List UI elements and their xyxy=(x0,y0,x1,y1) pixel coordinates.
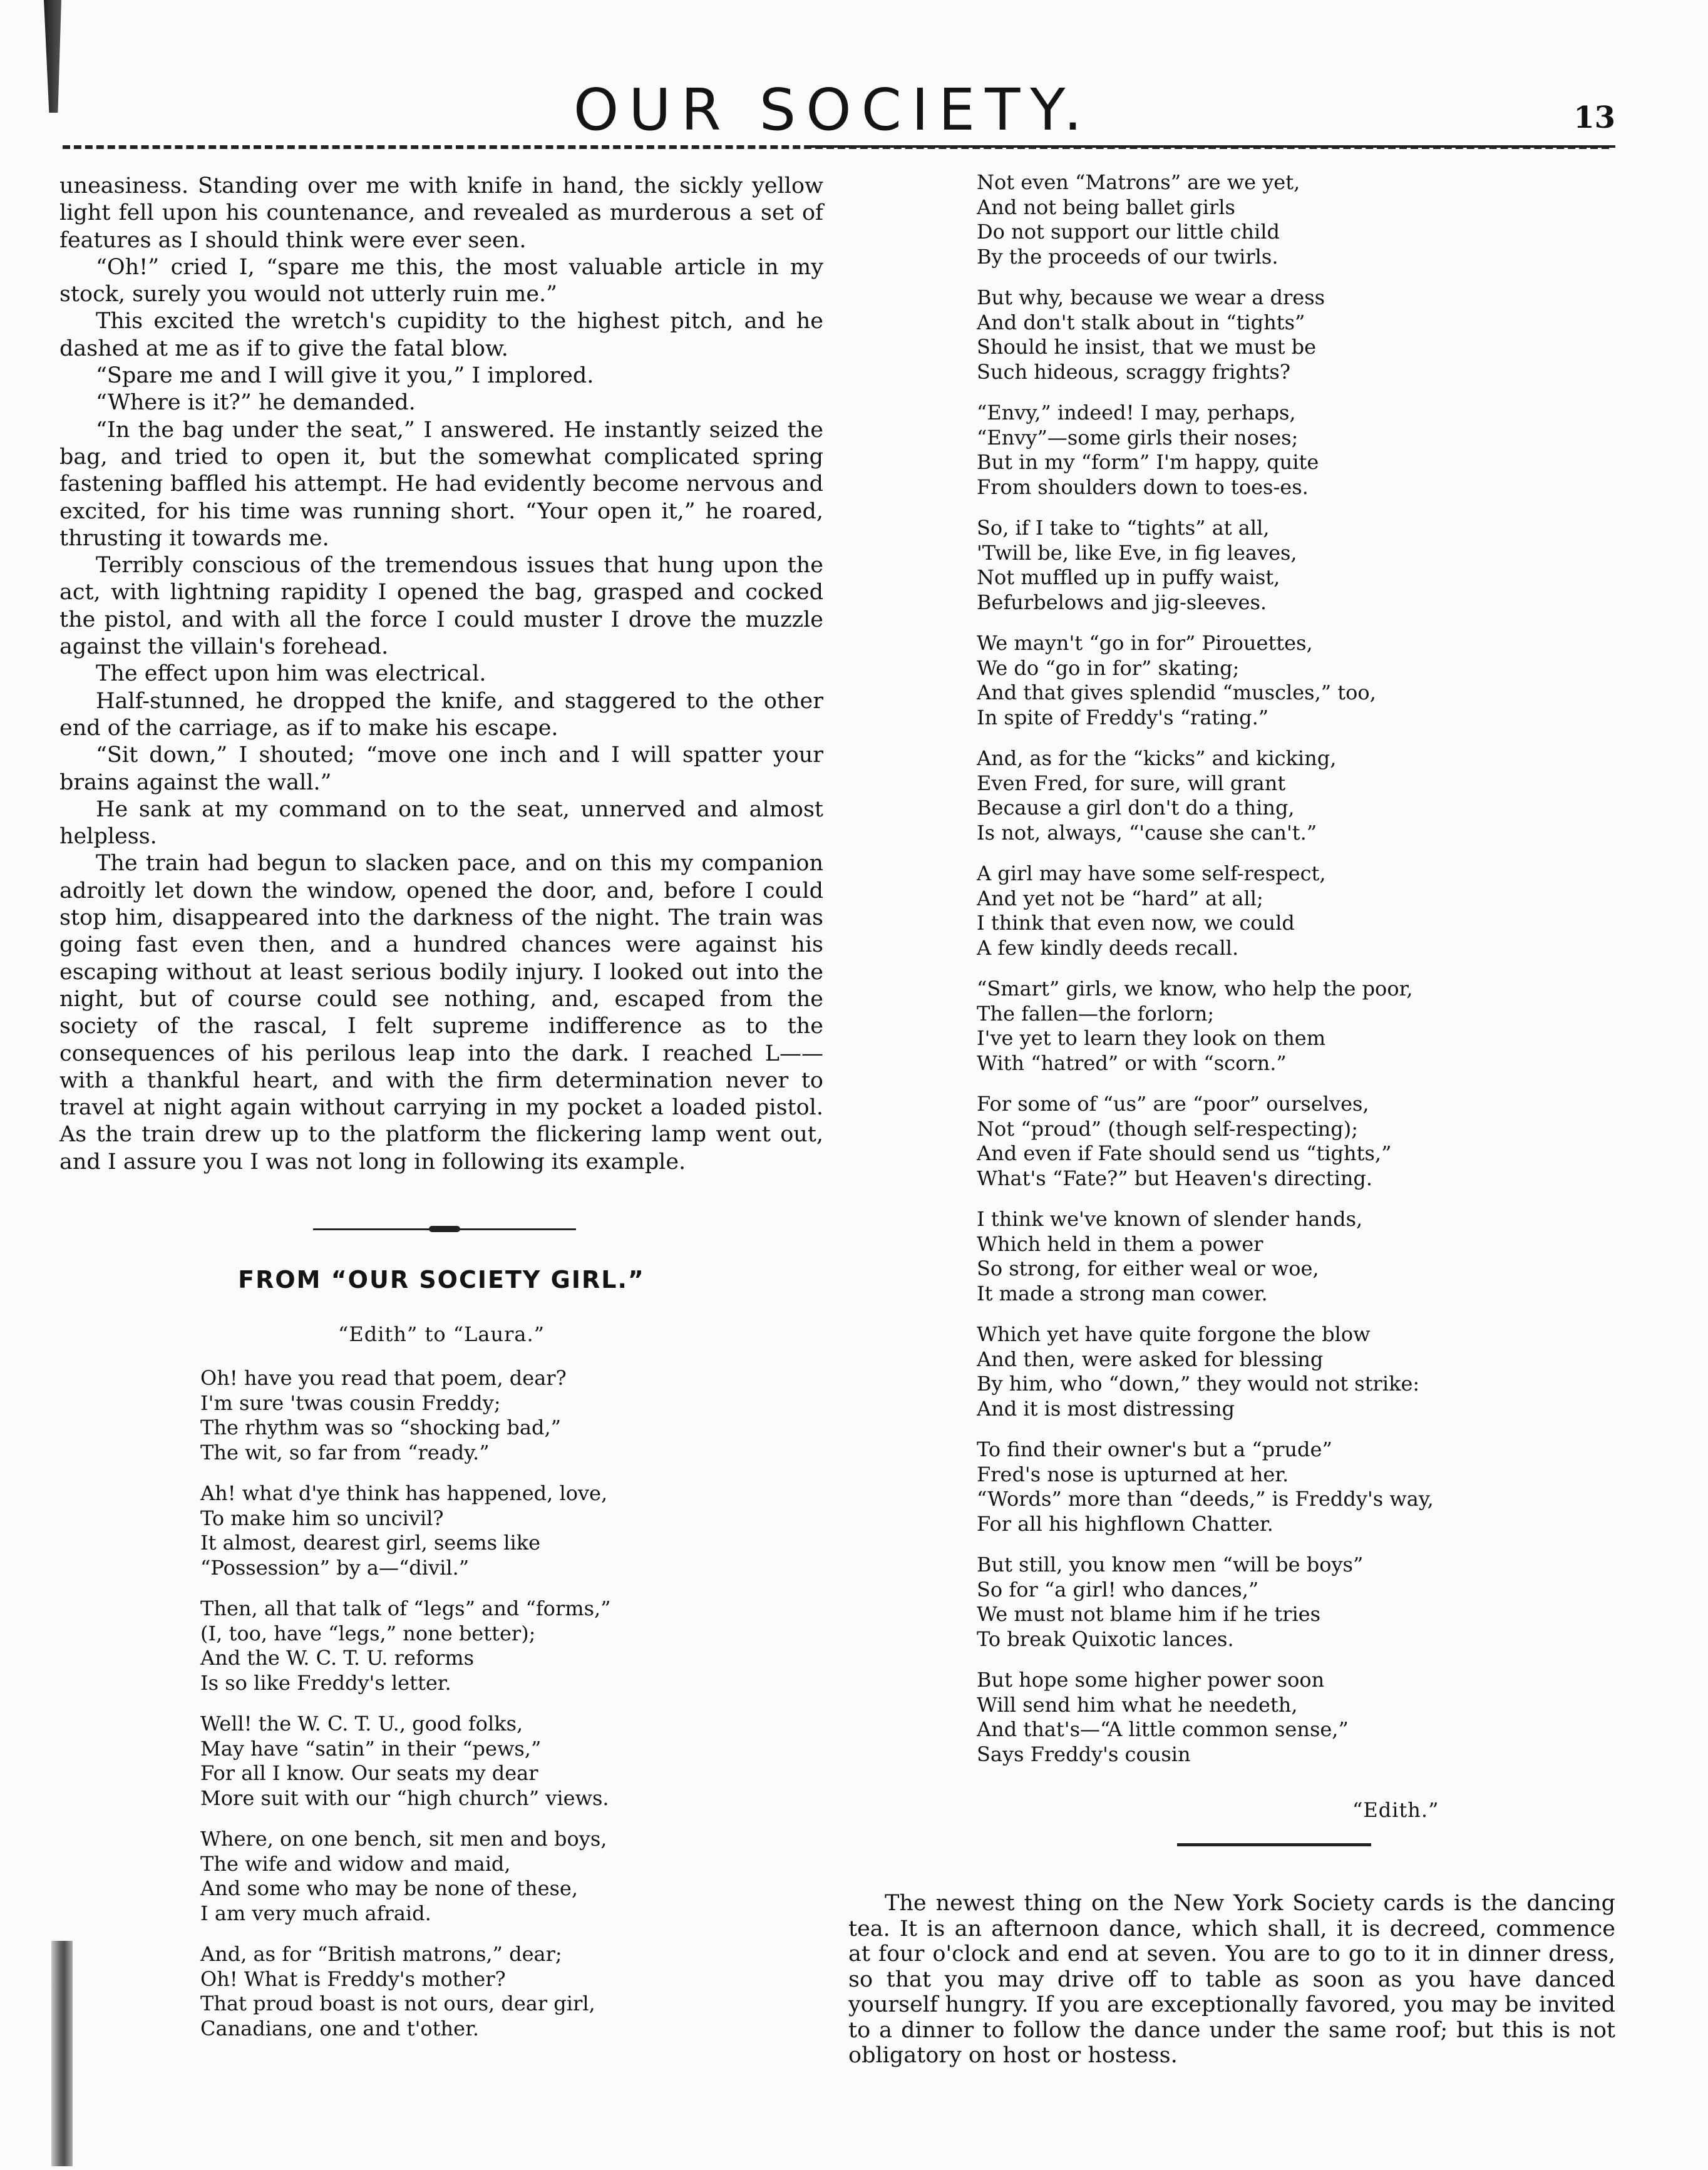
story-paragraph: “Spare me and I will give it you,” I implored. xyxy=(96,363,594,389)
poem-line: Fred's nose is upturned at her. xyxy=(977,1462,1289,1486)
poem-stanza xyxy=(200,1827,676,1926)
poem-stanza xyxy=(977,746,1478,845)
poem-stanza xyxy=(977,977,1478,1076)
poem-line: Then, all that talk of “legs” and “forms,” xyxy=(200,1597,611,1620)
poem-stanza xyxy=(200,1597,676,1695)
poem-line: The wit, so far from “ready.” xyxy=(200,1440,490,1464)
poem-line: In spite of Freddy's “rating.” xyxy=(977,705,1269,729)
poem-line: “Envy”—some girls their noses; xyxy=(977,425,1299,450)
poem-line: That proud boast is not ours, dear girl, xyxy=(200,1992,595,2015)
section-divider xyxy=(1177,1843,1371,1846)
poem-line: We do “go in for” skating; xyxy=(977,656,1240,680)
poem-line: And that's—“A little common sense,” xyxy=(977,1717,1349,1741)
poem-line: And don't stalk about in “tights” xyxy=(977,310,1305,334)
poem-stanza xyxy=(200,1481,676,1580)
story-paragraph: He sank at my command on to the seat, unnerved and almost helpless. xyxy=(59,796,823,850)
poem-line: And not being ballet girls xyxy=(977,195,1235,219)
poem-line: And yet not be “hard” at all; xyxy=(977,886,1263,910)
poem-stanza xyxy=(977,1668,1478,1767)
poem-line: What's “Fate?” but Heaven's directing. xyxy=(977,1166,1373,1190)
poem-stanza xyxy=(977,401,1478,500)
poem-line: And the W. C. T. U. reforms xyxy=(200,1646,475,1670)
poem-line: “Possession” by a—“divil.” xyxy=(200,1555,470,1580)
poem-line: Not “proud” (though self-respecting); xyxy=(977,1116,1358,1141)
poem-line: 'Twill be, like Eve, in fig leaves, xyxy=(977,540,1297,565)
poem-line: Not even “Matrons” are we yet, xyxy=(977,170,1300,194)
poem-line: But hope some higher power soon xyxy=(977,1668,1325,1692)
poem-right-column xyxy=(977,170,1478,1783)
poem-line: Such hideous, scraggy frights? xyxy=(977,359,1290,384)
poem-line: We mayn't “go in for” Pirouettes, xyxy=(977,631,1313,655)
news-paragraph: The newest thing on the New York Society cards is the dancing tea. It is an afternoon dance, which shall, it is decreed, commence at four o'clock and end at seven. You are to go to it in dinner dress, so that you may drive off to table as soon as you have danced yourself hungry. If you are exceptionally favored, you may be invited to a dinner to follow the dance under the same roof; but this is not obligatory on host or hostess. xyxy=(848,1891,1615,2068)
poem-line: Is so like Freddy's letter. xyxy=(200,1670,451,1695)
poem-line: But why, because we wear a dress xyxy=(977,285,1325,309)
poem-subtitle: “Edith” to “Laura.” xyxy=(338,1322,545,1346)
poem-stanza xyxy=(977,1092,1478,1191)
poem-line: Do not support our little child xyxy=(977,220,1280,244)
poem-heading: FROM “OUR SOCIETY GIRL.” xyxy=(238,1266,645,1293)
poem-line: Is not, always, “'cause she can't.” xyxy=(977,820,1317,845)
story-paragraph: “Where is it?” he demanded. xyxy=(96,390,416,416)
poem-line: Not muffled up in puffy waist, xyxy=(977,565,1280,589)
poem-line: Should he insist, that we must be xyxy=(977,335,1317,359)
poem-stanza xyxy=(977,1553,1478,1652)
story-paragraph: uneasiness. Standing over me with knife in hand, the sickly yellow light fell upon his countenance, and revealed as murderous a set of features as I should think were ever seen. xyxy=(59,173,823,253)
poem-line: Which held in them a power xyxy=(977,1232,1263,1256)
poem-line: By him, who “down,” they would not strike: xyxy=(977,1372,1420,1396)
poem-line: To find their owner's but a “prude” xyxy=(977,1437,1332,1461)
poem-line: Oh! have you read that poem, dear? xyxy=(200,1366,567,1390)
poem-line: So for “a girl! who dances,” xyxy=(977,1577,1259,1602)
poem-line: The rhythm was so “shocking bad,” xyxy=(200,1416,561,1439)
poem-line: To break Quixotic lances. xyxy=(977,1627,1234,1651)
poem-stanza xyxy=(977,285,1478,384)
poem-stanza xyxy=(977,631,1478,730)
story-paragraph: “Sit down,” I shouted; “move one inch and I will spatter your brains against the wall.” xyxy=(59,743,823,795)
poem-line: The wife and widow and maid, xyxy=(200,1851,511,1876)
poem-line: Befurbelows and jig-sleeves. xyxy=(977,590,1267,614)
news-item xyxy=(848,1891,1615,2069)
poem-stanza xyxy=(200,1942,676,2041)
poem-stanza xyxy=(977,516,1478,615)
poem-line: And that gives splendid “muscles,” too, xyxy=(977,681,1376,704)
poem-stanza xyxy=(977,1207,1478,1306)
poem-line: (I, too, have “legs,” none better); xyxy=(200,1621,536,1645)
poem-line: Oh! What is Freddy's mother? xyxy=(200,1967,506,1991)
poem-line: Where, on one bench, sit men and boys, xyxy=(200,1827,607,1851)
poem-line: I am very much afraid. xyxy=(200,1901,431,1925)
poem-stanza xyxy=(200,1712,676,1811)
poem-line: We must not blame him if he tries xyxy=(977,1602,1321,1626)
poem-line: Will send him what he needeth, xyxy=(977,1692,1298,1717)
poem-line: “Envy,” indeed! I may, perhaps, xyxy=(977,401,1296,424)
poem-line: I'm sure 'twas cousin Freddy; xyxy=(200,1391,501,1415)
poem-signature: “Edith.” xyxy=(1352,1798,1439,1822)
poem-line: A few kindly deeds recall. xyxy=(977,935,1239,960)
poem-line: “Smart” girls, we know, who help the poor, xyxy=(977,977,1413,1000)
story-paragraph: Half-stunned, he dropped the knife, and staggered to the other end of the carriage, as if to make his escape. xyxy=(59,688,823,741)
poem-stanza xyxy=(977,170,1478,269)
poem-line: I've yet to learn they look on them xyxy=(977,1026,1326,1050)
header-rule-solid xyxy=(808,145,1615,148)
poem-line: It made a strong man cower. xyxy=(977,1281,1268,1305)
story-paragraph: Terribly conscious of the tremendous issues that hung upon the act, with lightning rapidity I opened the bag, grasped and cocked the pistol, and with all the force I could muster I drove the muzzle against the villain's forehead. xyxy=(59,553,823,660)
story-paragraph: The effect upon him was electrical. xyxy=(96,661,486,687)
poem-line: And it is most distressing xyxy=(977,1396,1235,1421)
story-column xyxy=(59,173,823,1176)
binding-edge-shadow xyxy=(51,1941,73,2166)
poem-line: For all his highflown Chatter. xyxy=(977,1511,1273,1536)
poem-line: It almost, dearest girl, seems like xyxy=(200,1531,541,1555)
story-paragraph: This excited the wretch's cupidity to the highest pitch, and he dashed at me as if to give the fatal blow. xyxy=(59,309,823,361)
poem-line: More suit with our “high church” views. xyxy=(200,1786,609,1810)
poem-line: Says Freddy's cousin xyxy=(977,1742,1191,1766)
poem-line: From shoulders down to toes-es. xyxy=(977,475,1309,499)
poem-line: For all I know. Our seats my dear xyxy=(200,1761,538,1785)
poem-line: And even if Fate should send us “tights,” xyxy=(977,1141,1392,1165)
poem-line: And, as for “British matrons,” dear; xyxy=(200,1942,562,1966)
poem-line: With “hatred” or with “scorn.” xyxy=(977,1051,1287,1075)
page-title: OUR SOCIETY. xyxy=(573,76,1093,143)
poem-stanza xyxy=(977,861,1478,960)
poem-line: Which yet have quite forgone the blow xyxy=(977,1322,1371,1346)
poem-line: The fallen—the forlorn; xyxy=(977,1001,1215,1026)
story-paragraph: The train had begun to slacken pace, and on this my companion adroitly let down the window, opened the door, and, before I could stop him, disappeared into the darkness of the night. The train was going fast even then, and a hundred chances were against his escaping without at least serious bodily injury. I looked out into the night, but of course could see nothing, and, escaped from the society of the rascal, I felt supreme indifference as to the consequences of his perilous leap into the dark. I reached L—— with a thankful heart, and with the firm determination never to travel at night again without carrying in my pocket a loaded pistol. As the train drew up to the platform the flickering lamp went out, and I assure you I was not long in following its example. xyxy=(59,851,823,1175)
poem-stanza xyxy=(200,1366,676,1465)
poem-line: A girl may have some self-respect, xyxy=(977,861,1326,885)
page-edge-shadow xyxy=(44,0,61,113)
poem-line: I think we've known of slender hands, xyxy=(977,1207,1363,1231)
page-number: 13 xyxy=(1573,100,1615,135)
ornamental-divider xyxy=(313,1226,576,1232)
poem-line: I think that even now, we could xyxy=(977,911,1295,935)
poem-line: To make him so uncivil? xyxy=(200,1506,444,1530)
story-paragraph: “Oh!” cried I, “spare me this, the most valuable article in my stock, surely you would not utterly ruin me.” xyxy=(59,254,823,307)
poem-line: And then, were asked for blessing xyxy=(977,1347,1324,1371)
poem-line: May have “satin” in their “pews,” xyxy=(200,1736,542,1761)
poem-line: Ah! what d'ye think has happened, love, xyxy=(200,1481,608,1505)
poem-line: So, if I take to “tights” at all, xyxy=(977,516,1270,540)
poem-line: But still, you know men “will be boys” xyxy=(977,1553,1364,1576)
poem-line: Even Fred, for sure, will grant xyxy=(977,771,1286,795)
poem-line: By the proceeds of our twirls. xyxy=(977,244,1278,269)
story-paragraph: “In the bag under the seat,” I answered. He instantly seized the bag, and tried to open it, but the somewhat complicated spring fastening baffled his attempt. He had evidently become nervous and excited, for his time was running short. “Your open it,” he roared, thrusting it towards me. xyxy=(59,417,823,551)
poem-line: Well! the W. C. T. U., good folks, xyxy=(200,1712,523,1735)
poem-line: “Words” more than “deeds,” is Freddy's way, xyxy=(977,1487,1434,1511)
poem-line: And, as for the “kicks” and kicking, xyxy=(977,746,1337,770)
poem-line: Because a girl don't do a thing, xyxy=(977,796,1295,820)
poem-line: And some who may be none of these, xyxy=(200,1876,579,1900)
poem-stanza xyxy=(977,1322,1478,1421)
poem-stanza xyxy=(977,1437,1478,1536)
poem-line: Canadians, one and t'other. xyxy=(200,2016,480,2040)
poem-line: But in my “form” I'm happy, quite xyxy=(977,450,1319,474)
poem-left-column xyxy=(200,1366,676,2057)
poem-line: So strong, for either weal or woe, xyxy=(977,1257,1319,1280)
poem-line: For some of “us” are “poor” ourselves, xyxy=(977,1092,1369,1116)
